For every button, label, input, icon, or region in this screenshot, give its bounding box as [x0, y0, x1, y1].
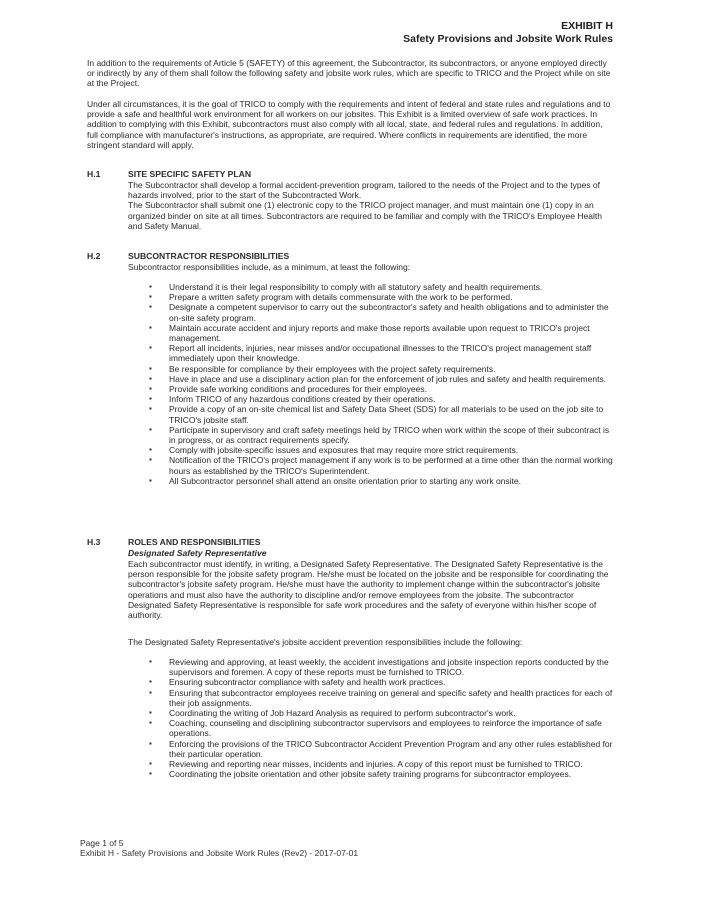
section-number: H.3	[87, 537, 101, 547]
list-item: ▪ Coordinating the jobsite orientation and other jobsite safety training programs for subcontractor employees.	[149, 769, 615, 779]
list-item: ▪ Designate a competent supervisor to carry out the subcontractor's safety and health obligations and to administer the on-site safety program.	[149, 302, 615, 322]
list-item: ▪ Prepare a written safety program with details commensurate with the work to be performed.	[149, 292, 615, 302]
section-title: SITE SPECIFIC SAFETY PLAN	[128, 169, 252, 179]
document-id: Exhibit H - Safety Provisions and Jobsite Work Rules (Rev2) - 2017-07-01	[80, 848, 359, 859]
list-item: ▪ Notification of the TRICO's project management if any work is to be performed at a time other than the normal working hours as established by the TRICO's Superintendent.	[149, 455, 615, 475]
list-item: ▪ Have in place and use a disciplinary action plan for the enforcement of job rules and safety and health requirements.	[149, 374, 615, 384]
responsibility-list	[149, 657, 615, 779]
page-number: Page 1 of 5	[80, 838, 124, 848]
section-lead: Subcontractor responsibilities include, as a minimum, at least the following:	[128, 262, 411, 272]
list-item: ▪ Provide safe working conditions and procedures for their employees.	[149, 384, 615, 394]
list-item: ▪ Comply with jobsite-specific issues and exposures that may require more strict requirements.	[149, 445, 615, 455]
section-lead: The Designated Safety Representative's jobsite accident prevention responsibilities include the following:	[128, 637, 523, 647]
section-subtitle: Designated Safety Representative	[128, 548, 267, 558]
section-body: Each subcontractor must identify, in writing, a Designated Safety Representative. The Designated Safety Representative is the person responsible for the jobsite safety program. He/she must be located on the jobsite and be responsible for coordinating the subcontractor's jobsite safety program. He/she must have the authority to implement change within the subcontractor's jobsite operations and must also have the authority to discipline and/or remove employees from the jobsite. The subcontractor Designated Safety Representative is responsible for safe work procedures and the safety of everyone within his/her scope of authority.	[128, 559, 609, 621]
intro-paragraph-2: Under all circumstances, it is the goal of TRICO to comply with the requirements and intent of federal and state rules and regulations and to provide a safe and healthful work environment for all workers on our jobsites. This Exhibit is a limited overview of safe work practices. In addition to complying with this Exhibit, subcontractors must also comply with all local, state, and federal rules and regulations. In addition, full compliance with manufacturer's instructions, as appropriate, are required. Where conflicts in requirements are identified, the more stringent standard will apply.	[87, 99, 611, 150]
list-item: ▪ Maintain accurate accident and injury reports and make those reports available upon request to TRICO's project management.	[149, 323, 615, 343]
list-item: ▪ All Subcontractor personnel shall attend an onsite orientation prior to starting any work onsite.	[149, 476, 615, 486]
list-item: ▪ Report all incidents, injuries, near misses and/or occupational illnesses to the TRICO's project management staff immediately upon their knowledge.	[149, 343, 615, 363]
list-item: ▪ Coordinating the writing of Job Hazard Analysis as required to perform subcontractor's work.	[149, 708, 615, 718]
exhibit-subtitle: Safety Provisions and Jobsite Work Rules	[403, 33, 613, 45]
list-item: ▪ Inform TRICO of any hazardous conditions created by their operations.	[149, 394, 615, 404]
section-title: SUBCONTRACTOR RESPONSIBILITIES	[128, 251, 290, 261]
page-footer	[80, 838, 358, 859]
list-item: ▪ Provide a copy of an on-site chemical list and Safety Data Sheet (SDS) for all materials to be used on the job site to TRICO's jobsite staff.	[149, 404, 615, 424]
section-number: H.2	[87, 251, 101, 261]
list-item: ▪ Enforcing the provisions of the TRICO Subcontractor Accident Prevention Program and any other rules established for their particular operation.	[149, 739, 615, 759]
list-item: ▪ Understand it is their legal responsibility to comply with all statutory safety and health requirements.	[149, 282, 615, 292]
list-item: ▪ Ensuring that subcontractor employees receive training on general and specific safety and health practices for each of their job assignments.	[149, 688, 615, 708]
section-body: The Subcontractor shall develop a formal accident-prevention program, tailored to the needs of the Project and to the types of hazards involved, prior to the start of the Subcontracted Work. The Subcontractor shall submit one (1) electronic copy to the TRICO project manager, and must maintain one (1) copy in an organized binder on site at all times. Subcontractors are required to be familiar and comply with the TRICO's Employee Health and Safety Manual.	[128, 180, 602, 231]
list-item: ▪ Reviewing and approving, at least weekly, the accident investigations and jobsite inspection reports conducted by the supervisors and foremen. A copy of these reports must be furnished to TRICO.	[149, 657, 615, 677]
list-item: ▪ Reviewing and reporting near misses, incidents and injuries. A copy of this report must be furnished to TRICO.	[149, 759, 615, 769]
section-title: ROLES AND RESPONSIBILITIES	[128, 537, 261, 547]
exhibit-title: EXHIBIT H	[561, 20, 613, 32]
list-item: ▪ Participate in supervisory and craft safety meetings held by TRICO when work within the scope of their subcontract is in progress, or as contract requirements specify.	[149, 425, 615, 445]
exhibit-header	[403, 20, 613, 46]
list-item: ▪ Be responsible for compliance by their employees with the project safety requirements.	[149, 364, 615, 374]
list-item: ▪ Coaching, counseling and disciplining subcontractor supervisors and employees to reinforce the importance of safe operations.	[149, 718, 615, 738]
list-item: ▪ Ensuring subcontractor compliance with safety and health work practices.	[149, 677, 615, 687]
responsibility-list	[149, 282, 615, 486]
section-number: H.1	[87, 169, 101, 179]
intro-paragraph-1: In addition to the requirements of Article 5 (SAFETY) of this agreement, the Subcontractor, its subcontractors, or anyone employed directly or indirectly by any of them shall follow the following safety and jobsite work rules, which are specific to TRICO and the Project while on site at the Project.	[87, 58, 611, 89]
